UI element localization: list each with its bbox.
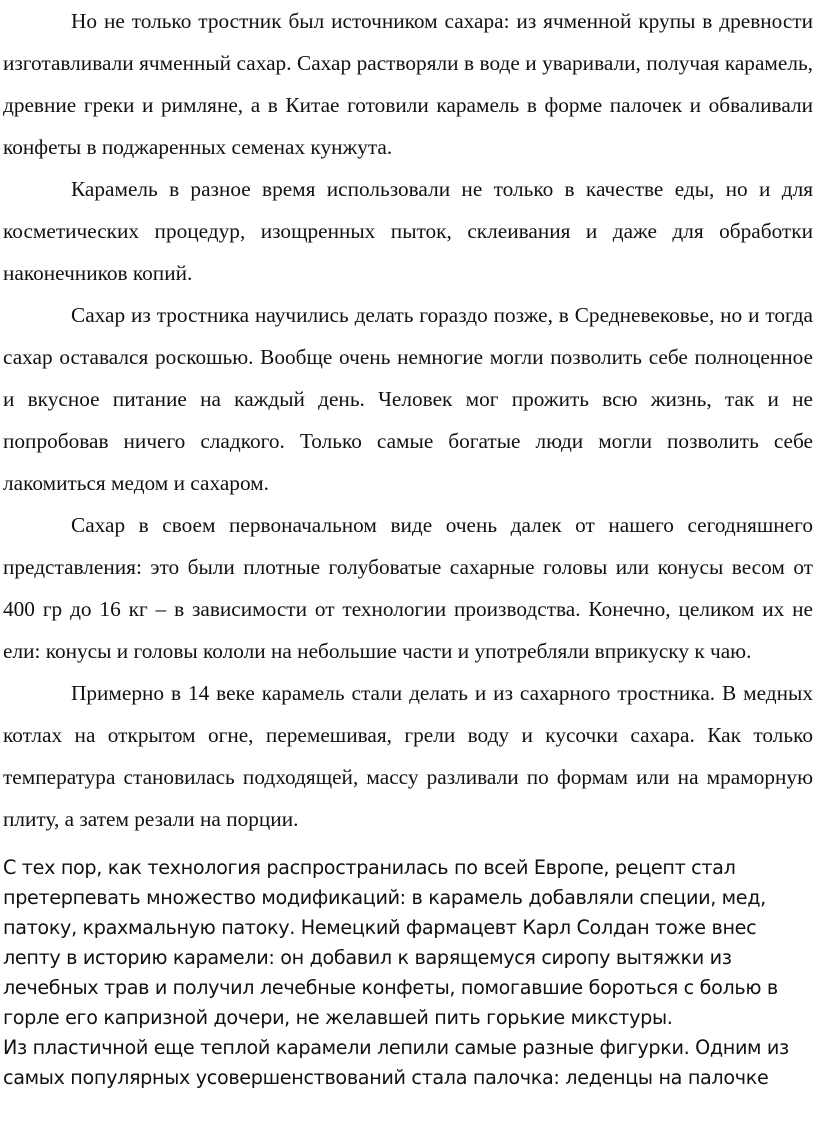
paragraph-caramel-uses: Карамель в разное время использовали не только в качестве еды, но и для косметических процедур, изощренных пыток, склеивания и даже для обработки наконечников копий.	[3, 177, 813, 285]
paragraph-medieval-sugar: Сахар из тростника научились делать гораздо позже, в Средневековье, но и тогда сахар оставался роскошью. Вообще очень немногие могли позволить себе полноценное и вкусное питание на каждый день. Человек мог прожить всю жизнь, так и не попробовав ничего сладкого. Только самые богатые люди могли позволить себе лакомиться медом и сахаром.	[3, 303, 813, 495]
serif-text-block	[3, 0, 813, 840]
sans-text-block	[3, 853, 793, 1093]
paragraph-caramel-figures: Из пластичной еще теплой карамели лепили самые разные фигурки. Одним из самых популярных усовершенствований стала палочка: леденцы на палочке	[3, 1036, 789, 1089]
paragraph-14th-century: Примерно в 14 веке карамель стали делать и из сахарного тростника. В медных котлах на открытом огне, перемешивая, грели воду и кусочки сахара. Как только температура становилась подходящей, массу разливали по формам или на мраморную плиту, а затем резали на порции.	[3, 681, 813, 831]
paragraph-europe-recipe: С тех пор, как технология распространилась по всей Европе, рецепт стал претерпевать множество модификаций: в карамель добавляли специи, мед, патоку, крахмальную патоку. Немецкий фармацевт Карл Солдан тоже внес лепту в историю карамели: он добавил к варящемуся сиропу вытяжки из лечебных трав и получил лечебные конфеты, помогавшие бороться с болью в горле его капризной дочери, не желавшей пить горькие микстуры.	[3, 856, 778, 1029]
paragraph-sugar-heads: Сахар в своем первоначальном виде очень далек от нашего сегодняшнего представления: это были плотные голубоватые сахарные головы или конусы весом от 400 гр до 16 кг – в зависимости от технологии производства. Конечно, целиком их не ели: конусы и головы кололи на небольшие части и употребляли вприкуску к чаю.	[3, 513, 813, 663]
paragraph-barley-sugar: Но не только тростник был источником сахара: из ячменной крупы в древности изготавливали ячменный сахар. Сахар растворяли в воде и уваривали, получая карамель, древние греки и римляне, а в Китае готовили карамель в форме палочек и обваливали конфеты в поджаренных семенах кунжута.	[3, 9, 813, 159]
